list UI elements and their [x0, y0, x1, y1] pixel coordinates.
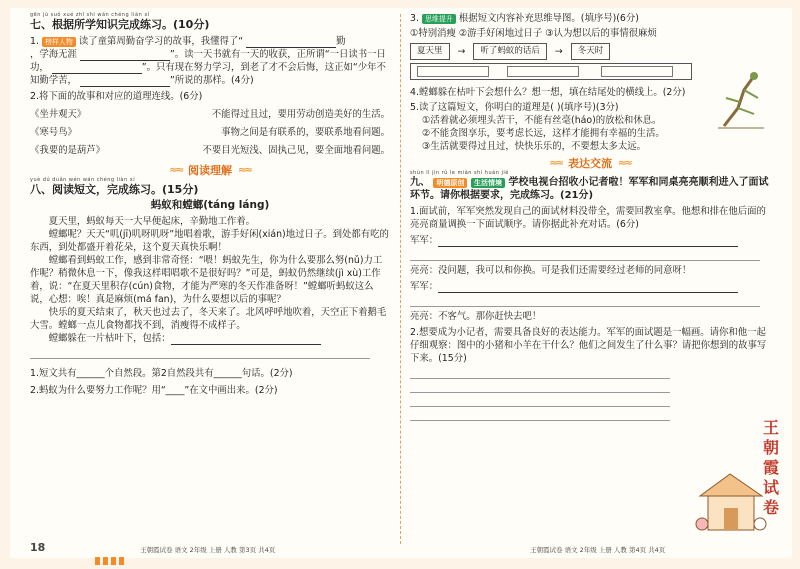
section8-pinyin: yuè dú duǎn wén wán chéng liàn xí — [30, 177, 136, 183]
wave-icon: ≈≈ — [618, 158, 631, 169]
story-para-5 — [30, 332, 390, 345]
q7-1-blank-1[interactable] — [246, 37, 336, 48]
ending-line[interactable] — [30, 345, 370, 359]
expression-banner — [410, 157, 770, 170]
q7-1-num: 1. — [30, 36, 39, 47]
reading-banner-label: 阅读理解 — [188, 164, 232, 177]
arrow-icon: → — [457, 46, 466, 57]
story-1[interactable]: 《坐井观天》 — [30, 109, 87, 120]
story-para-2: 螳螂呢？天天“叽(jī)叽呀叽呀”地唱着歌，游手好闲(xián)地过日子。到处都有吃的东西，到处都盛开着花朵，这个夏天真快乐啊！ — [30, 229, 389, 253]
q7-1-text-f: ”。只有现在努力学习，到老了才不会后悔，这正如“少年不知勤学苦， — [30, 62, 386, 86]
dialog-blank-2[interactable] — [438, 282, 738, 293]
section9-text: 学校电视台招收小记者啦！军军和同桌亮亮顺利进入了面试环节。请你根据要求，完成练习。(21分) — [410, 177, 769, 201]
ending-blank[interactable] — [171, 334, 321, 345]
page-divider — [400, 14, 401, 544]
q3-text: 根据短文内容补充思维导图。(填序号)(6分) — [458, 13, 639, 24]
stamp-char: 朝 — [762, 438, 779, 457]
writing-line[interactable] — [410, 365, 670, 379]
stamp-char: 霞 — [762, 458, 779, 477]
q5-option-3: ③生活就要得过且过，快快乐乐的，不要想太多太远。 — [422, 141, 647, 152]
match-row — [30, 106, 390, 124]
dialog-blank-2b[interactable] — [410, 293, 760, 307]
q9-2: 2.想要成为小记者，需要具备良好的表达能力。军军的面试题是一幅画。请你和他一起仔细观察：图中的小猪和小羊在干什么？他们之间发生了什么事？请把你想到的故事写下来。(15分) — [410, 327, 767, 364]
expression-banner-label: 表达交流 — [568, 157, 612, 170]
mantis-illustration — [714, 68, 768, 130]
life-tag: 生活情境 — [471, 178, 505, 188]
original-tag: 明德原创 — [433, 178, 467, 188]
moral-1[interactable]: 不能得过且过，要用劳动创造美好的生活。 — [211, 109, 390, 120]
story-para-1: 夏天里，蚂蚁每天一大早便起床，辛勤地工作着。 — [48, 216, 256, 227]
q7-1-text-d: 勤 — [336, 36, 346, 47]
box-after: 听了蚂蚁的话后 — [473, 43, 547, 60]
story-para-3: 螳螂看到蚂蚁工作，感到非常奇怪：“喂！蚂蚁先生，你为什么要那么努(nǔ)力工作呢？稍微休息一下，像我这样唱唱歌不是很好吗？”可是，蚂蚁仍然继续(jì xù)工作着，说：“在夏天里积存(cún)食物，才能为严寒的冬天作准备呀！”螳螂听蚂蚁这么说，心想：唉！真是麻烦(má fan)，为什么要想以后的事呢？ — [30, 255, 383, 305]
dialog-speaker: 军军： — [410, 281, 439, 292]
q7-1-text-g: ”所说的那样。(4分) — [169, 75, 254, 86]
orange-bars — [95, 550, 135, 558]
q4: 4.螳螂躲在枯叶下会想什么？想一想，填在结尾处的横线上。(2分) — [410, 87, 686, 98]
story-para-5-text: 螳螂躲在一片枯叶下，包括： — [48, 333, 171, 344]
match-row — [30, 124, 390, 142]
q3-num: 3. — [410, 13, 419, 24]
q7-1-text-e: ”。读一天书就有一天的收获，正所谓“一日读书一日功， — [30, 49, 386, 73]
q7-1-text-a: 读了童第周勤奋学习的故事，我懂得了“ — [78, 36, 244, 47]
q7-2: 2.将下面的故事和对应的道理连线。(6分) — [30, 91, 203, 102]
dialog-blank-1b[interactable] — [410, 247, 760, 261]
q3-options: ①特别消瘦 ②游手好闲地过日子 ③认为想以后的事情很麻烦 — [410, 28, 657, 39]
moral-2[interactable]: 事物之间是有联系的，要联系地看问题。 — [221, 127, 390, 138]
section7-title: 七、根据所学知识完成练习。(10分) — [30, 18, 210, 31]
wave-icon: ≈≈ — [549, 158, 562, 169]
left-page — [30, 8, 390, 397]
exam-paper — [10, 8, 792, 558]
section8-title: 八、阅读短文，完成练习。(15分) — [30, 183, 199, 196]
answer-slot-3[interactable] — [601, 66, 673, 77]
writing-line[interactable] — [410, 379, 670, 393]
section9-num: 九、 — [410, 177, 430, 188]
left-footer: 王朝霞试卷 语文 2年级 上册 人教 第3页 共4页 — [140, 546, 276, 554]
dialog-line-3 — [410, 280, 770, 293]
q5-option-2: ②不能贪图享乐，要考虑长远，这样才能拥有幸福的生活。 — [422, 128, 665, 139]
brand-stamp — [756, 418, 786, 518]
q3 — [410, 12, 770, 25]
q7-1 — [30, 35, 390, 87]
q7-1-blank-4[interactable] — [80, 76, 170, 87]
box-winter: 冬天时 — [571, 43, 611, 60]
box-summer: 夏天里 — [410, 43, 450, 60]
q7-1-blank-3[interactable] — [52, 63, 142, 74]
stamp-char: 试 — [762, 478, 779, 497]
answer-slot-1[interactable] — [417, 66, 489, 77]
q8-2: 2.蚂蚁为什么要努力工作呢？用“____”在文中画出来。(2分) — [30, 385, 278, 396]
story-para-4: 快乐的夏天结束了，秋天也过去了，冬天来了。北风呼呼地吹着，天空正下着鹅毛大雪。螳螂一点儿食物都找不到，消瘦得不成样子。 — [30, 307, 387, 331]
writing-line[interactable] — [410, 393, 670, 407]
wave-icon: ≈≈ — [238, 165, 251, 176]
writing-line[interactable] — [410, 407, 670, 421]
section7-pinyin: gēn jù suǒ xué zhī shi wán chéng liàn xí — [30, 12, 150, 18]
stamp-char: 卷 — [762, 498, 779, 517]
dialog-speaker: 军军： — [410, 235, 439, 246]
dialog-line-4: 亮亮：不客气。那你赶快去吧！ — [410, 311, 542, 322]
mindmap-answer-bar — [410, 63, 692, 80]
dialog-blank-1[interactable] — [438, 236, 738, 247]
q7-1-text-c: ，学海无涯 — [30, 49, 77, 60]
story-2[interactable]: 《寒号鸟》 — [30, 127, 77, 138]
answer-slot-2[interactable] — [507, 66, 579, 77]
role-model-tag: 榜样人物 — [42, 37, 76, 47]
right-footer: 王朝霞试卷 语文 2年级 上册 人教 第4页 共4页 — [530, 546, 666, 554]
story-3[interactable]: 《我要的是葫芦》 — [30, 145, 106, 156]
section9-pinyin: shùn lì jìn rù le miàn shì huán jié — [410, 170, 509, 176]
story-title: 蚂蚁和螳螂(táng láng) — [150, 199, 270, 211]
page-number: 18 — [30, 541, 46, 554]
writing-area[interactable] — [410, 365, 670, 421]
wave-icon: ≈≈ — [169, 165, 182, 176]
arrow-icon: → — [554, 46, 563, 57]
q5-option-1: ①活着就必须埋头苦干，不能有丝毫(háo)的放松和休息。 — [422, 115, 662, 126]
dialog-line-1 — [410, 234, 770, 247]
q7-1-blank-2[interactable] — [80, 50, 170, 61]
stamp-char: 王 — [762, 418, 779, 437]
q9-1: 1.面试前，军军突然发现自己的面试材料没带全，需要回教室拿。他想和排在他后面的亮亮商量调换一下面试顺序。请你据此补充对话。(6分) — [410, 206, 766, 230]
reading-banner — [30, 164, 390, 177]
section9-title — [410, 176, 770, 202]
match-area — [30, 106, 390, 160]
dialog-line-2: 亮亮：没问题，我可以和你换。可是我们还需要经过老师的同意呀！ — [410, 265, 692, 276]
thinking-tag: 思维提升 — [422, 14, 456, 24]
q8-1: 1.短文共有______个自然段。第2自然段共有______句话。(2分) — [30, 368, 293, 379]
moral-3[interactable]: 不要目光短浅、固执己见，要全面地看问题。 — [202, 145, 390, 156]
q5: 5.读了这篇短文，你明白的道理是( )(填序号)(3分) — [410, 102, 619, 113]
mindmap-boxes — [410, 43, 770, 60]
match-row — [30, 142, 390, 160]
